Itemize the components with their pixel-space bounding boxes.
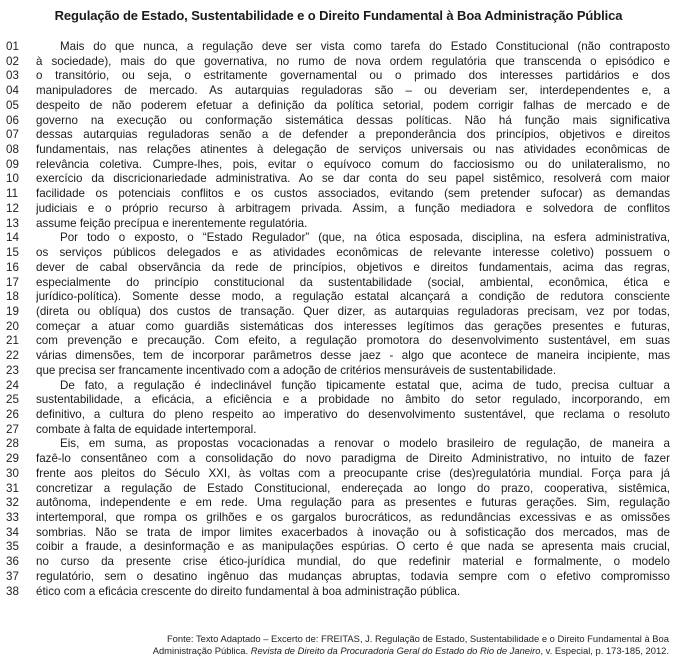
line-number: 11	[6, 187, 19, 201]
line-number: 23	[6, 363, 19, 377]
text-line	[6, 99, 670, 114]
line-text: Eis, em suma, as propostas vocacionadas a renovar o modelo brasileiro de regulação, de maneira a	[60, 437, 670, 451]
line-number: 34	[6, 525, 19, 539]
line-text: especialmente do princípio constitucional da sustentabilidade (social, ambiental, econômica, ética e	[36, 275, 670, 289]
line-text: frente aos pleitos do Século XXI, às voltas com a preocupante crise (des)regulatória mundial. Força para já	[36, 466, 670, 480]
line-text: fazê-lo consentâneo com a consolidação do novo paradigma de Direito Administrativo, no intuito de fazer	[36, 452, 670, 466]
line-number: 22	[6, 349, 19, 363]
text-line	[6, 143, 670, 158]
line-number: 01	[6, 40, 19, 53]
line-text: Por todo o exposto, o “Estado Regulador” (que, na ótica esposada, disciplina, na esfera administrativa,	[60, 231, 670, 245]
text-line	[6, 187, 670, 202]
line-number: 30	[6, 466, 19, 480]
text-line	[6, 320, 670, 335]
text-line	[6, 467, 670, 482]
text-line	[6, 84, 670, 99]
numbered-text-body	[6, 40, 670, 599]
text-line	[6, 305, 670, 320]
line-text: Mais do que nunca, a regulação deve ser vista como tarefa do Estado Constitucional (não contraposto	[60, 40, 670, 53]
line-text: combate à falta de equidade intertemporal.	[36, 422, 257, 436]
line-number: 36	[6, 555, 19, 569]
line-text: (direta ou oblíqua) dos custos de transação. Quer dizer, as autarquias reguladoras precisam, vez por todas,	[36, 304, 670, 318]
line-number: 06	[6, 113, 19, 127]
text-line	[6, 349, 670, 364]
line-text: regulatório, sem o desatino ingênuo das mudanças abruptas, todavia sempre com o efetivo compromisso	[36, 569, 670, 583]
line-number: 24	[6, 378, 19, 392]
line-number: 33	[6, 511, 19, 524]
line-text: os serviços públicos delegados e as atividades econômicas de relevante interesse coletivo) possuem o	[36, 246, 670, 260]
line-text: ético com a eficácia crescente do direito fundamental à boa administração pública.	[36, 584, 461, 598]
text-line	[6, 555, 670, 570]
text-line	[6, 364, 670, 379]
line-number: 15	[6, 246, 19, 260]
line-number: 31	[6, 481, 19, 495]
line-text: relevância coletiva. Cumpre-lhes, pois, evitar o equívoco comum do facciosismo ou do unilateralismo, no	[36, 157, 670, 171]
line-text: concretizar a regulação de Estado Constitucional, endereçada ao longo do prazo, cooperativa, sistêmica,	[36, 481, 670, 495]
line-text: sombrias. Não se trata de impor limites exacerbados à inovação ou à sofisticação dos mercados, mas de	[36, 525, 670, 539]
text-line	[6, 393, 670, 408]
line-number: 27	[6, 422, 19, 436]
text-line	[6, 379, 670, 394]
line-text: definitivo, a cultura do pleno respeito ao imperativo do desenvolvimento sustentável, que reclama o resoluto	[36, 407, 670, 421]
source-line-2	[69, 645, 669, 657]
line-text: jurídico-política). Somente desse modo, a regulação estatal alcançará a condição de redutora consciente	[36, 290, 670, 304]
line-text: despeito de não poderem efetuar a definição da política setorial, podem corrigir falhas de mercado e de	[36, 98, 670, 112]
text-line	[6, 540, 670, 555]
line-text: começar a atuar como guardiãs sistemáticas dos interesses legítimos das gerações presentes e futuras,	[36, 319, 670, 333]
line-number: 38	[6, 584, 19, 598]
line-number: 08	[6, 143, 19, 157]
text-line	[6, 408, 670, 423]
line-text: manipuladores de mercado. As autarquias reguladoras são – ou deveriam ser, interdependentes e, a	[36, 84, 670, 98]
line-text: dessas autarquias reguladoras senão a de defender a preponderância dos princípios, objetivos e direitos	[36, 128, 670, 142]
line-number: 04	[6, 84, 19, 98]
line-text: governo na execução ou conformação sistemática dessas políticas. Não há função mais significativa	[36, 113, 670, 127]
line-number: 21	[6, 334, 19, 348]
text-line	[6, 511, 670, 526]
line-number: 18	[6, 290, 19, 304]
text-line	[6, 437, 670, 452]
line-number: 09	[6, 157, 19, 171]
line-text: fundamentais, nas relações atinentes à delegação de serviços universais ou nas atividades econômicas de	[36, 143, 670, 157]
text-line	[6, 172, 670, 187]
line-number: 35	[6, 540, 19, 554]
line-number: 03	[6, 69, 19, 83]
line-text: com prevenção e precaução. Com efeito, a regulação promotora do desenvolvimento sustentável, em suas	[36, 334, 670, 348]
line-number: 02	[6, 54, 19, 68]
line-number: 13	[6, 216, 19, 230]
line-text: coibir a fraude, a desinformação e as manipulações espúrias. O certo é que nada se apresenta mais crucial,	[36, 540, 670, 554]
line-number: 07	[6, 128, 19, 142]
line-number: 10	[6, 172, 19, 186]
line-number: 12	[6, 201, 19, 215]
text-line	[6, 585, 670, 600]
text-line	[6, 231, 670, 246]
line-text: autônoma, independente e em rede. Uma regulação para as presentes e futuras gerações. Sim, regulação	[36, 496, 670, 510]
line-number: 20	[6, 319, 19, 333]
text-line	[6, 526, 670, 541]
text-line	[6, 69, 670, 84]
source-citation	[69, 633, 669, 657]
text-line	[6, 261, 670, 276]
line-text: assume feição precípua e inerentemente regulatória.	[36, 216, 308, 230]
line-number: 29	[6, 452, 19, 466]
line-number: 14	[6, 231, 19, 245]
source-line-2-tail: , v. Especial, p. 173-185, 2012.	[540, 645, 669, 656]
text-line	[6, 276, 670, 291]
line-number: 28	[6, 437, 19, 451]
text-line	[6, 334, 670, 349]
text-line	[6, 202, 670, 217]
line-number: 37	[6, 569, 19, 583]
line-text: exercício da discricionariedade administrativa. Ao se dar conta do seu papel sistêmico, resolverá com maior	[36, 172, 670, 186]
text-line	[6, 452, 670, 467]
line-number: 17	[6, 275, 19, 289]
text-line	[6, 114, 670, 129]
document-title: Regulação de Estado, Sustentabilidade e o Direito Fundamental à Boa Administração Pública	[54, 8, 623, 23]
line-text: judiciais e o próprio recurso à arbitragem privada. Assim, a função mediadora e solvedora de conflitos	[36, 201, 670, 215]
line-number: 26	[6, 407, 19, 421]
text-line	[6, 246, 670, 261]
line-number: 32	[6, 496, 19, 510]
text-line	[6, 55, 670, 70]
text-line	[6, 290, 670, 305]
line-text: facilidade os potenciais conflitos e os custos associados, evitando (sem pretender sufocar) as demandas	[36, 187, 670, 201]
text-line	[6, 128, 670, 143]
line-number: 05	[6, 98, 19, 112]
text-line	[6, 158, 670, 173]
line-text: que precisa ser francamente incentivado com a adoção de critérios mensuráveis de sustentabilidade.	[36, 363, 557, 377]
line-text: no curso da presente crise ético-jurídica mundial, do que redefinir material e formalmente, o modelo	[36, 555, 670, 569]
source-journal-title: Revista de Direito da Procuradoria Geral do Estado do Rio de Janeiro	[250, 645, 541, 656]
text-line	[6, 217, 670, 232]
line-text: o transitório, ou seja, o estritamente governamental ou o primado dos interesses partidários e dos	[36, 69, 670, 83]
line-text: intertemporal, que rompa os grilhões e os gargalos burocráticos, as redundâncias excessivas e as omissões	[36, 511, 670, 524]
source-line-2-text: Administração Pública.	[152, 645, 251, 656]
line-number: 25	[6, 393, 19, 407]
text-line	[6, 482, 670, 497]
text-line	[6, 496, 670, 511]
text-line	[6, 570, 670, 585]
line-text: De fato, a regulação é indeclinável função tipicamente estatal que, acima de tudo, precisa cultuar a	[60, 378, 670, 392]
text-line	[6, 423, 670, 438]
text-line	[6, 40, 670, 55]
line-text: sustentabilidade, a eficácia, a eficiência e a probidade no âmbito do setor regulado, incorporando, em	[36, 393, 670, 407]
line-number: 19	[6, 304, 19, 318]
line-number: 16	[6, 260, 19, 274]
line-text: à sociedade), mais do que governativa, no rumo de nova ordem regulatória que transcenda o episódico e	[36, 54, 670, 68]
line-text: dever de cabal observância da rede de princípios, objetivos e direitos fundamentais, acima das regras,	[36, 260, 670, 274]
source-line-1: Fonte: Texto Adaptado – Excerto de: FREITAS, J. Regulação de Estado, Sustentabilidade e o Direito Fundamental à Boa	[166, 633, 669, 644]
line-text: várias dimensões, tem de incorporar parâmetros desse jaez - algo que acontece de maneira incipiente, mas	[36, 349, 670, 363]
